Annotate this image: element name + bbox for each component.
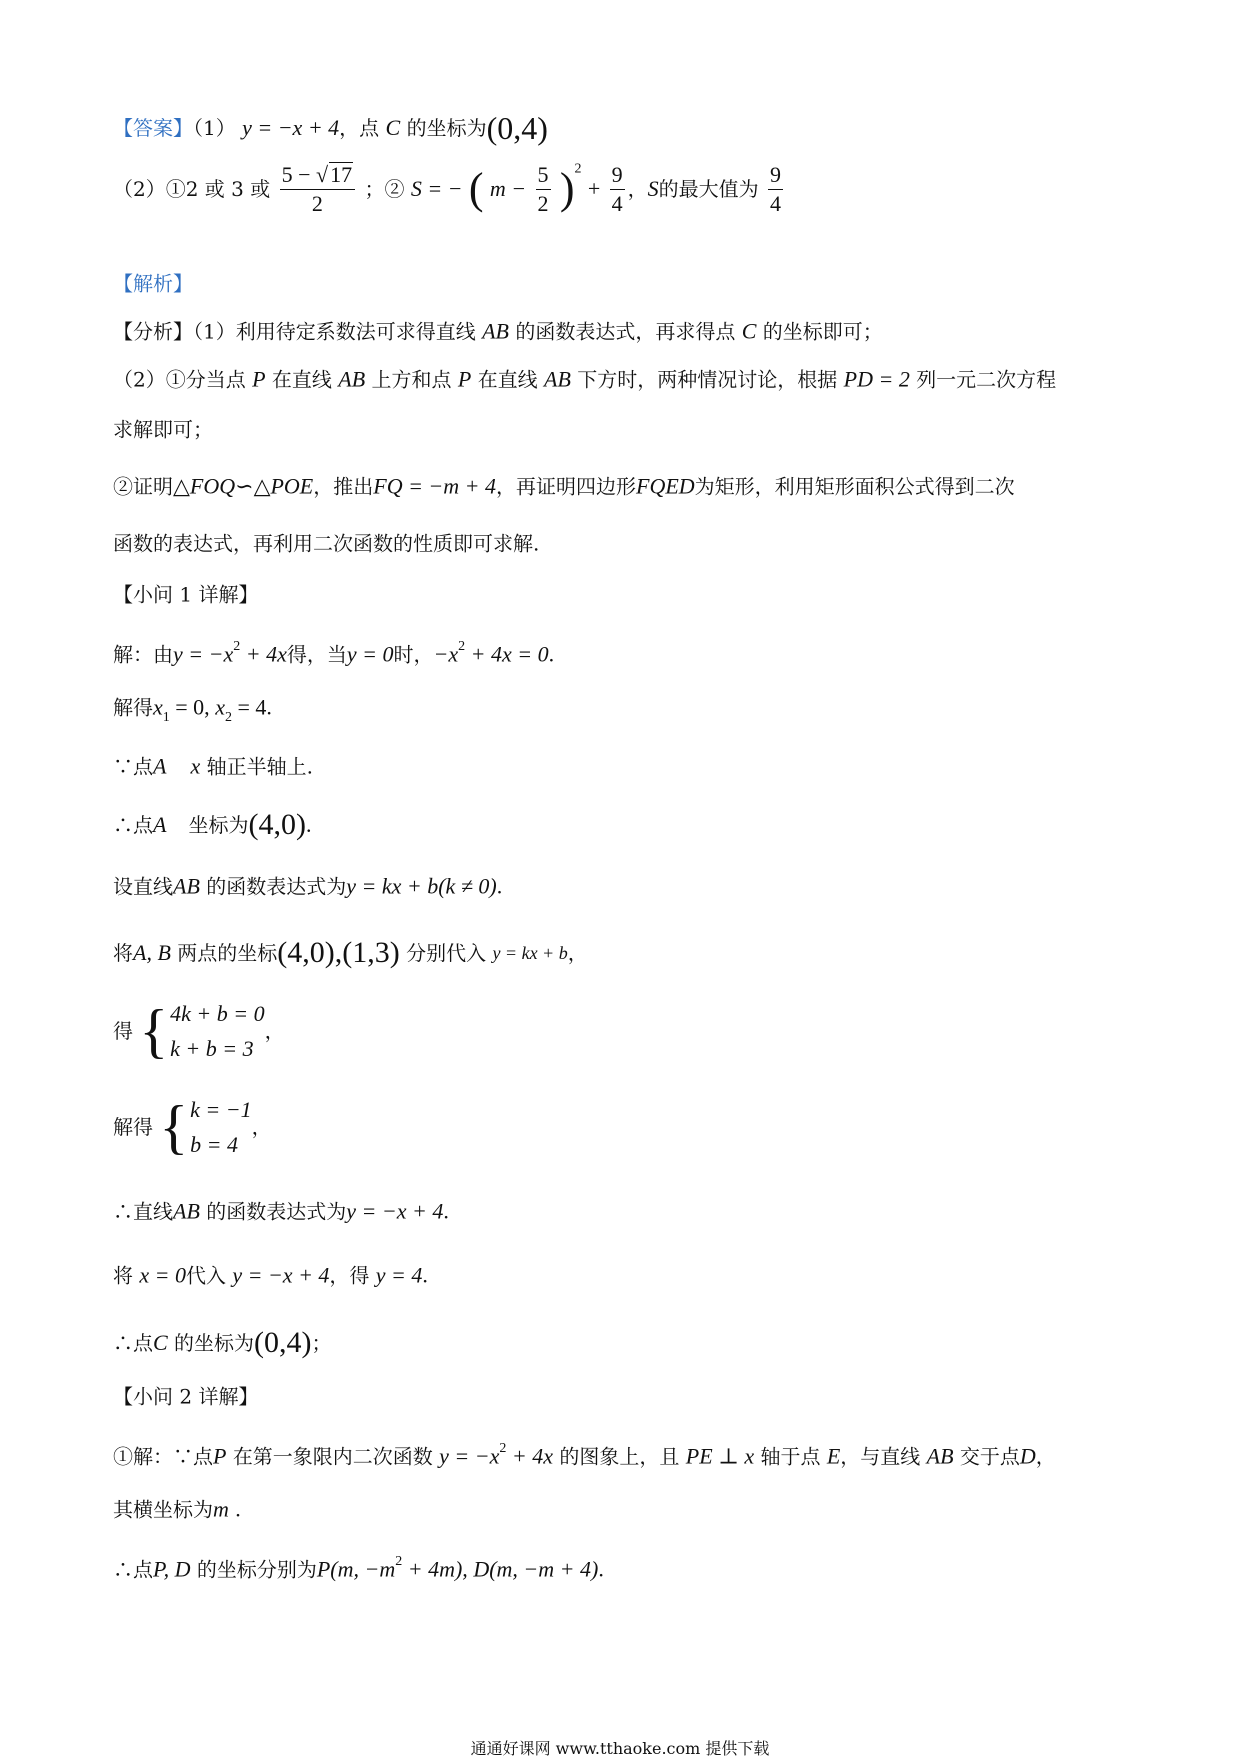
page-footer: 通通好课网 www.tthaoke.com 提供下载 [470, 1739, 770, 1758]
answer-p1-point-c: C [385, 115, 401, 140]
fenxi-line-1 [113, 320, 883, 343]
analysis-tag: 【解析】 [113, 271, 193, 296]
fenxi-l2-a: （2）①分当点 [113, 367, 246, 392]
q1-s1-b: 得，当 [286, 642, 347, 667]
q2-step-2 [113, 1498, 241, 1521]
left-brace-1: { [139, 998, 169, 1065]
q1-s7-b: 的函数表达式为 [206, 1199, 347, 1224]
frac4-num: 9 [768, 163, 783, 190]
q2-s3-p-end: + 4m), [402, 1556, 474, 1582]
q1-s5-a: 设直线 [113, 874, 173, 899]
q1-sys1-post: ， [264, 1019, 285, 1044]
q1-s4-point-a: A [153, 812, 167, 837]
answer-p2-fraction-4 [768, 163, 783, 216]
q2-tag: 【小问 2 详解】 [113, 1384, 259, 1409]
q1-s8-end: . [422, 1262, 428, 1288]
frac3-num: 9 [610, 163, 625, 190]
answer-p1-text: 点 [359, 116, 380, 140]
q1-s9-b: 的坐标为 [174, 1331, 255, 1355]
answer-p2-m: m − [489, 176, 527, 202]
answer-p2-plus: + [587, 176, 601, 202]
answer-p2-fraction-2 [536, 163, 551, 216]
answer-p1-sep: ， [339, 116, 360, 140]
fenxi-l1-a: （1）利用待定系数法可求得直线 [193, 319, 476, 344]
q1-s8-eq1: x = 0 [139, 1262, 186, 1288]
q1-step-4 [113, 810, 311, 840]
q1-s1-c: 时， [393, 642, 434, 667]
q2-s1-ab: AB [926, 1443, 954, 1469]
fenxi-l2-d: 在直线 [477, 367, 538, 392]
answer-p1-coord: (0,4) [486, 110, 548, 146]
q2-s3-a: ∴点 [113, 1557, 153, 1582]
q1-system-2-brace [159, 1092, 251, 1162]
frac2-den: 2 [537, 190, 549, 216]
q1-sys2-post: ， [251, 1115, 272, 1140]
q1-s9-coord: (0,4) [254, 1326, 312, 1359]
answer-p2-fraction-1: $\frac{5 - √17}{2}$ [280, 162, 356, 216]
fenxi-l2-e: 下方时，两种情况讨论，根据 [577, 367, 838, 392]
q1-s3-x: x [190, 753, 201, 779]
q1-step-5 [113, 875, 502, 898]
q1-s6-eq: y = kx + b [492, 943, 568, 963]
q1-step-7 [113, 1200, 449, 1223]
q1-s8-eq3: y = 4 [375, 1262, 423, 1288]
q1-s7-end: . [443, 1198, 449, 1224]
frac3-den: 4 [611, 190, 623, 216]
answer-p2-sep: ；② [364, 177, 405, 202]
fenxi-l4-a: ②证明 [113, 474, 173, 499]
fenxi-l2-ab: AB [338, 366, 366, 392]
fenxi-l2-eq: PD = 2 [843, 366, 910, 392]
q2-s1-p: P [213, 1443, 227, 1469]
fenxi-line-5 [113, 532, 539, 554]
frac1-radicand: 17 [330, 162, 353, 187]
q2-s1-d-point: D [1019, 1443, 1036, 1469]
q2-s2-m: m [213, 1496, 229, 1522]
fenxi-l2-c: 上方和点 [371, 367, 452, 392]
q1-s2-a: 解得 [113, 695, 153, 720]
fenxi-line-4 [113, 475, 1015, 498]
q1-sys2-row-1: k = −1 [190, 1097, 252, 1122]
fenxi-l1-b: 的函数表达式，再求得点 [515, 319, 736, 344]
q1-s2-eq2: = 4 [231, 694, 267, 720]
q1-step-3 [113, 755, 313, 778]
answer-p2-s: S [647, 176, 659, 202]
q1-s1-eq3-sup: 2 [458, 639, 466, 654]
answer-p1-text2: 的坐标为 [406, 116, 487, 140]
q2-s2-a: 其横坐标为 [113, 1497, 213, 1522]
fenxi-l4-c: ，再证明四边形 [496, 474, 637, 499]
q1-s2-x2: x [215, 694, 225, 720]
left-brace-2: { [159, 1094, 189, 1161]
q1-system-1-brace [139, 996, 264, 1066]
q1-system-2 [113, 1092, 272, 1162]
fenxi-line-2 [113, 368, 1056, 391]
q1-s6-c: 分别代入 [406, 941, 487, 965]
q1-s1-end: . [548, 641, 555, 667]
q2-heading [113, 1385, 258, 1407]
q1-s6-b: 两点的坐标 [177, 941, 278, 965]
q2-s1-c: 的图象上，且 [559, 1444, 680, 1469]
q2-s1-eqa: y = −x [439, 1443, 500, 1469]
q2-s1-eq-sup: 2 [499, 1441, 507, 1456]
q2-s1-end: ， [1035, 1444, 1056, 1469]
q1-s1-eq1-sup: 2 [233, 639, 241, 654]
q2-s3-pd: P, D [153, 1556, 191, 1582]
q1-s3-a: ∵点 [113, 754, 153, 779]
frac1-num-a: 5 − [281, 162, 317, 187]
fenxi-line-3 [113, 418, 213, 440]
answer-part1 [113, 112, 548, 144]
q2-s1-perp: PE ⊥ x [685, 1443, 755, 1469]
q2-s3-d-coord: D(m, −m + 4) [473, 1556, 599, 1582]
q2-step-1 [113, 1442, 1056, 1468]
q1-s9-end: ； [311, 1331, 332, 1355]
q1-s3-b: 轴正半轴上. [206, 754, 313, 779]
fenxi-l4-eq: FQ = −m + 4 [373, 473, 497, 499]
answer-p2-label: （2）①2 或 3 或 [113, 177, 271, 202]
q1-heading [113, 583, 258, 605]
q1-s2-x1: x [153, 694, 163, 720]
analysis-heading [113, 272, 193, 294]
q1-step-2 [113, 696, 272, 725]
q1-sys1-row-2: k + b = 3 [170, 1036, 254, 1062]
q1-s8-c: ，得 [329, 1263, 370, 1288]
q2-step-3 [113, 1555, 604, 1581]
frac1-den: 2 [311, 191, 323, 217]
q1-s2-sub1: 1 [162, 710, 170, 725]
fenxi-l2-f: 列一元二次方程 [916, 367, 1057, 392]
q1-step-6 [113, 938, 588, 968]
q2-s3-p-coord: P(m, −m [316, 1556, 396, 1582]
q1-s5-ab: AB [173, 873, 200, 899]
q1-s8-a: 将 [113, 1263, 133, 1288]
q2-s1-f: 交于点 [959, 1444, 1020, 1469]
q2-s2-end: . [235, 1496, 241, 1522]
answer-p2-lparen: ( [468, 164, 484, 214]
answer-p2-square: 2 [574, 161, 582, 177]
answer-tag: 【答案】 [113, 116, 193, 140]
answer-p2-text: 的最大值为 [658, 177, 759, 202]
frac4-den: 4 [770, 190, 782, 216]
q1-s1-a: 解：由 [113, 642, 173, 667]
q1-s4-a: ∴点 [113, 813, 153, 837]
q2-s1-e: E [826, 1443, 841, 1469]
q1-sys1-row-1: 4k + b = 0 [170, 1001, 265, 1026]
q1-s1-eq3a: −x [433, 641, 459, 667]
fenxi-l1-end: 的坐标即可； [762, 319, 883, 344]
q1-s2-sub2: 2 [224, 710, 232, 725]
q2-s1-b: 在第一象限内二次函数 [232, 1444, 433, 1469]
q1-s4-coord: (4,0) [248, 808, 306, 841]
answer-p2-rparen: ) [559, 164, 575, 214]
q1-s1-eq3b: + 4x = 0 [465, 641, 549, 667]
q1-s6-coords: (4,0),(1,3) [277, 936, 400, 969]
q2-s1-a: ①解：∵点 [113, 1444, 213, 1469]
q1-s3-point-a: A [153, 753, 167, 779]
q1-s6-ab: A, B [133, 940, 171, 965]
answer-p1-label: （1） [193, 116, 236, 140]
fenxi-l2-p2: P [457, 366, 472, 392]
q2-s1-e-text: ，与直线 [840, 1444, 921, 1469]
q1-tag: 【小问 1 详解】 [113, 582, 259, 607]
q1-s4-b: 坐标为 [188, 813, 249, 837]
fenxi-l2-p: P [252, 366, 266, 392]
q1-s6-end: ， [567, 941, 588, 965]
fenxi-l1-ab: AB [482, 318, 509, 344]
q2-s1-d: 轴于点 [760, 1444, 821, 1469]
answer-p2-comma: ， [627, 177, 648, 202]
q1-step-1 [113, 640, 554, 666]
fenxi-l5: 函数的表达式，再利用二次函数的性质即可求解. [113, 531, 540, 556]
q1-s1-eq1a: y = −x [173, 641, 234, 667]
fenxi-l3: 求解即可； [113, 417, 213, 442]
q1-s5-eq: y = kx + b(k ≠ 0) [346, 873, 497, 899]
q2-s3-b: 的坐标分别为 [196, 1557, 317, 1582]
q1-s2-eq1: = 0, [169, 694, 216, 720]
frac2-num: 5 [536, 163, 551, 190]
fenxi-l4-fqed: FQED [636, 473, 695, 499]
q1-sys2-row-2: b = 4 [190, 1132, 239, 1158]
q1-s7-ab: AB [173, 1198, 200, 1224]
fenxi-l4-similar: △FOQ∽△POE [173, 473, 314, 499]
q1-s5-end: . [496, 873, 503, 899]
q1-s8-b: 代入 [185, 1263, 226, 1288]
q1-s2-end: . [266, 694, 272, 720]
q1-s7-a: ∴直线 [113, 1199, 173, 1224]
q1-s9-a: ∴点 [113, 1331, 153, 1355]
answer-p2-s-lhs: S = − [410, 176, 463, 202]
q1-s1-eq1b: + 4x [240, 641, 287, 667]
fenxi-l2-b: 在直线 [271, 367, 332, 392]
q1-step-9 [113, 1328, 332, 1358]
q1-s6-a: 将 [113, 941, 133, 965]
q1-sys1-pre: 得 [113, 1019, 133, 1044]
q2-s3-end: . [598, 1556, 604, 1582]
q1-s4-end: . [305, 812, 312, 837]
answer-part2 [113, 162, 786, 216]
fenxi-l1-c: C [741, 318, 757, 344]
q1-sys2-pre: 解得 [113, 1115, 153, 1140]
q1-step-8 [113, 1264, 428, 1287]
q1-s9-point-c: C [153, 1330, 168, 1355]
fenxi-l4-b: ，推出 [313, 474, 374, 499]
q1-s1-eq2: y = 0 [346, 641, 394, 667]
q1-system-1 [113, 996, 285, 1066]
answer-p1-equation: y = −x + 4 [242, 115, 340, 140]
fenxi-l2-ab2: AB [544, 366, 571, 392]
q1-s5-b: 的函数表达式为 [206, 874, 347, 899]
q2-s3-sup: 2 [395, 1554, 403, 1569]
fenxi-l4-d: 为矩形，利用矩形面积公式得到二次 [694, 474, 1015, 499]
q1-s7-eq: y = −x + 4 [346, 1198, 444, 1224]
q1-s8-eq2: y = −x + 4 [232, 1262, 330, 1288]
fenxi-tag: 【分析】 [113, 319, 193, 344]
q2-s1-eqb: + 4x [506, 1443, 554, 1469]
answer-p2-fraction-3 [610, 163, 625, 216]
